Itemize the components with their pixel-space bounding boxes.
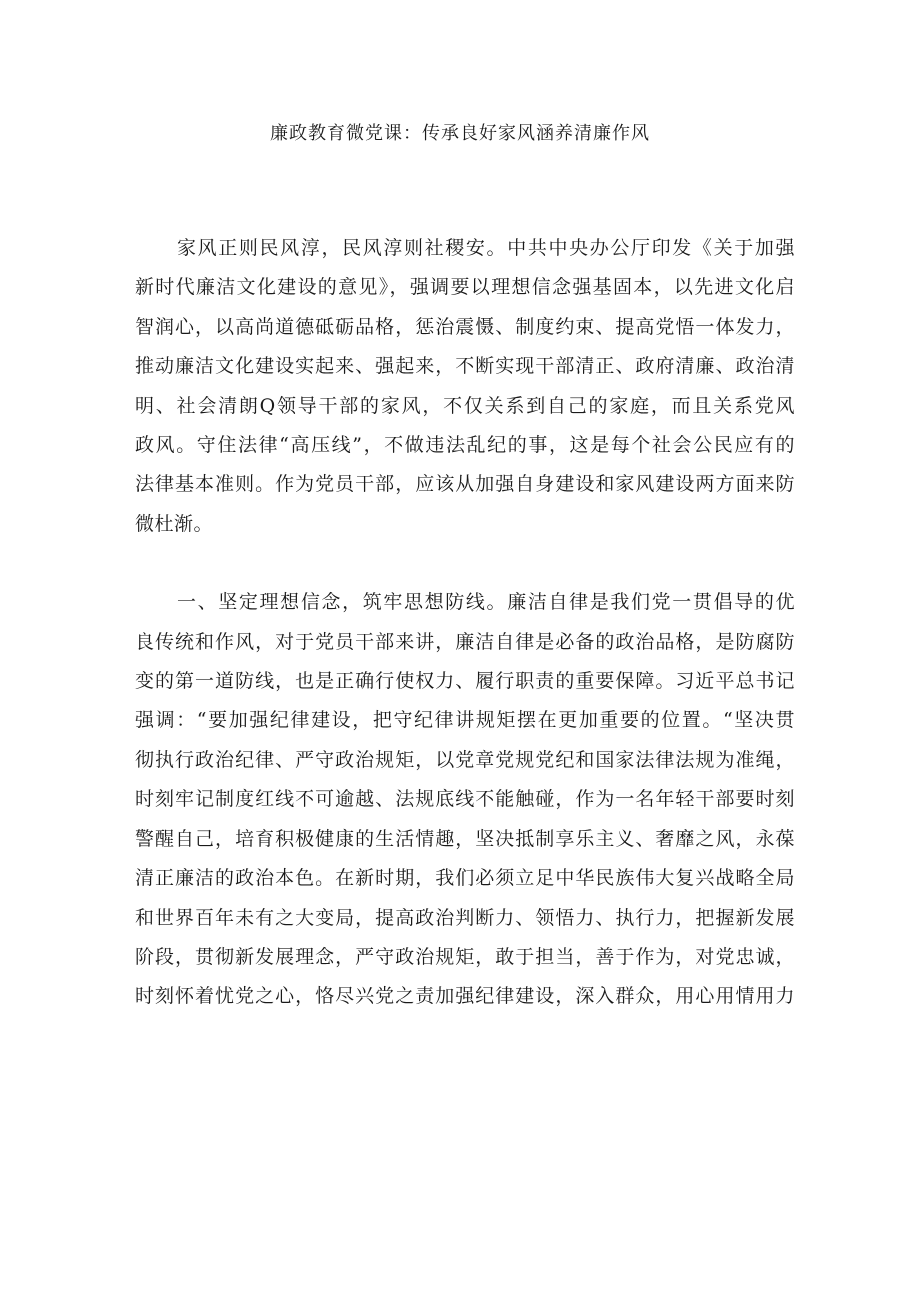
text-line: 警醒自己，培育积极健康的生活情趣，坚决抵制享乐主义、奢靡之风，永葆 bbox=[135, 827, 795, 850]
text-line: 明、社会清朗Q领导干部的家风，不仅关系到自己的家庭，而且关系党风 bbox=[135, 394, 795, 417]
text-line: 阶段，贯彻新发展理念，严守政治规矩，敢于担当，善于作为，对党忠诚， bbox=[135, 945, 795, 968]
paragraph-section-one bbox=[135, 583, 795, 1016]
text-line: 新时代廉洁文化建设的意见》，强调要以理想信念强基固本，以先进文化启 bbox=[135, 276, 795, 299]
text-line: 家风正则民风淳，民风淳则社稷安。中共中央办公厅印发《关于加强 bbox=[177, 237, 795, 259]
text-line: 微杜渐。 bbox=[135, 512, 214, 535]
text-line: 清正廉洁的政治本色。在新时期，我们必须立足中华民族伟大复兴战略全局 bbox=[135, 867, 795, 890]
text-line: 彻执行政治纪律、严守政治规矩，以党章党规党纪和国家法律法规为准绳， bbox=[135, 748, 795, 771]
text-line: 时刻牢记制度红线不可逾越、法规底线不能触碰，作为一名年轻干部要时刻 bbox=[135, 788, 795, 811]
paragraph-intro bbox=[135, 229, 795, 544]
document-title: 廉政教育微党课：传承良好家风涵养清廉作风 bbox=[270, 123, 650, 144]
text-line: 强调：“要加强纪律建设，把守纪律讲规矩摆在更加重要的位置。“坚决贯 bbox=[135, 709, 795, 732]
text-line: 一、坚定理想信念，筑牢思想防线。廉洁自律是我们党一贯倡导的优 bbox=[177, 591, 795, 614]
text-line: 时刻怀着忧党之心，恪尽兴党之责加强纪律建设，深入群众，用心用情用力 bbox=[135, 985, 795, 1008]
text-line: 和世界百年未有之大变局，提高政治判断力、领悟力、执行力，把握新发展 bbox=[135, 906, 795, 929]
text-line: 变的第一道防线，也是正确行使权力、履行职责的重要保障。习近平总书记 bbox=[135, 670, 795, 693]
paragraph-spacer bbox=[135, 544, 795, 583]
text-line: 法律基本准则。作为党员干部，应该从加强自身建设和家风建设两方面来防 bbox=[135, 473, 795, 496]
text-line: 政风。守住法律“高压线”，不做违法乱纪的事，这是每个社会公民应有的 bbox=[135, 434, 795, 457]
document-body bbox=[135, 229, 795, 1017]
text-line: 良传统和作风，对于党员干部来讲，廉洁自律是必备的政治品格，是防腐防 bbox=[135, 630, 795, 653]
text-line: 智润心，以高尚道德砥砺品格，惩治震慑、制度约束、提高党悟一体发力， bbox=[135, 315, 795, 338]
text-line: 推动廉洁文化建设实起来、强起来，不断实现干部清正、政府清廉、政治清 bbox=[135, 355, 795, 378]
